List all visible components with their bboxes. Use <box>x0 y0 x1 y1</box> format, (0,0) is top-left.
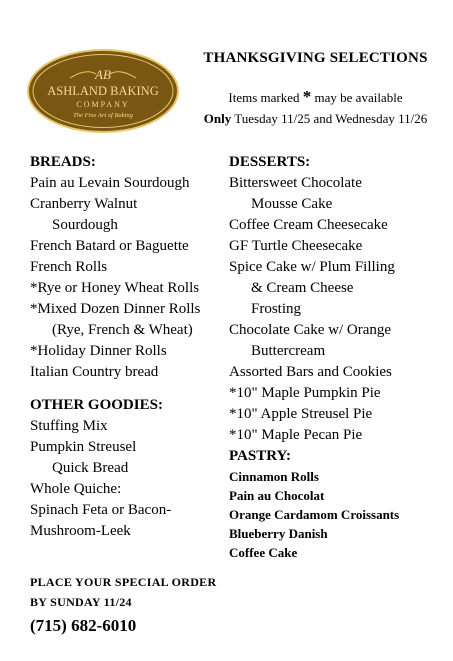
list-item: Whole Quiche: <box>30 481 122 497</box>
logo-oval <box>26 48 180 134</box>
logo-name-line1: ASHLAND BAKING <box>47 84 159 98</box>
list-item: French Rolls <box>30 259 108 275</box>
logo-name-line2: COMPANY <box>76 100 130 109</box>
list-item: Pumpkin Streusel <box>30 439 137 455</box>
logo-monogram: AB <box>95 67 111 82</box>
list-item: *10" Maple Pecan Pie <box>229 427 363 443</box>
list-item: Spinach Feta or Bacon- <box>30 502 172 518</box>
list-item: Pain au Levain Sourdough <box>30 175 190 191</box>
list-item: Spice Cake w/ Plum Filling <box>229 259 395 275</box>
order-deadline: BY SUNDAY 11/24 <box>30 595 132 609</box>
list-item: *10" Apple Streusel Pie <box>229 406 373 422</box>
list-item: Assorted Bars and Cookies <box>229 364 392 380</box>
pastry-heading: PASTRY: <box>229 448 291 464</box>
right-column <box>229 152 449 562</box>
list-item: Buttercream <box>251 343 326 359</box>
list-item: Chocolate Cake w/ Orange <box>229 322 392 338</box>
list-item: Orange Cardamom Croissants <box>229 507 400 522</box>
list-item: Blueberry Danish <box>229 526 328 541</box>
header <box>188 50 443 127</box>
other-goodies-heading: OTHER GOODIES: <box>30 397 163 413</box>
list-item: (Rye, French & Wheat) <box>52 322 193 338</box>
list-item: Cranberry Walnut <box>30 196 138 212</box>
list-item: Bittersweet Chocolate <box>229 175 362 191</box>
order-info <box>30 572 260 638</box>
order-instruction: PLACE YOUR SPECIAL ORDER <box>30 575 217 589</box>
availability-dates: Only Tuesday 11/25 and Wednesday 11/26 <box>203 111 428 126</box>
list-item: *10" Maple Pumpkin Pie <box>229 385 381 401</box>
list-item: Stuffing Mix <box>30 418 108 434</box>
list-item: Frosting <box>251 301 302 317</box>
list-item: Coffee Cream Cheesecake <box>229 217 388 233</box>
page-title: THANKSGIVING SELECTIONS <box>203 50 428 66</box>
list-item: Mushroom-Leek <box>30 523 131 539</box>
list-item: & Cream Cheese <box>251 280 354 296</box>
list-item: French Batard or Baguette <box>30 238 189 254</box>
list-item: Mousse Cake <box>251 196 333 212</box>
list-item: *Holiday Dinner Rolls <box>30 343 167 359</box>
list-item: *Mixed Dozen Dinner Rolls <box>30 301 201 317</box>
breads-heading: BREADS: <box>30 154 96 170</box>
list-item: Italian Country bread <box>30 364 159 380</box>
list-item: Coffee Cake <box>229 545 298 560</box>
phone-number[interactable]: (715) 682-6010 <box>30 616 137 635</box>
availability-note: Items marked * may be available <box>228 87 403 106</box>
logo-tagline: The Fine Art of Baking <box>73 112 133 119</box>
left-column <box>30 152 235 542</box>
list-item: Pain au Chocolat <box>229 488 325 503</box>
desserts-heading: DESSERTS: <box>229 154 311 170</box>
list-item: Cinnamon Rolls <box>229 469 319 484</box>
list-item: Quick Bread <box>52 460 129 476</box>
list-item: GF Turtle Cheesecake <box>229 238 363 254</box>
list-item: Sourdough <box>52 217 118 233</box>
list-item: *Rye or Honey Wheat Rolls <box>30 280 200 296</box>
ashland-baking-logo <box>26 48 180 134</box>
asterisk-mark: * <box>302 87 312 106</box>
